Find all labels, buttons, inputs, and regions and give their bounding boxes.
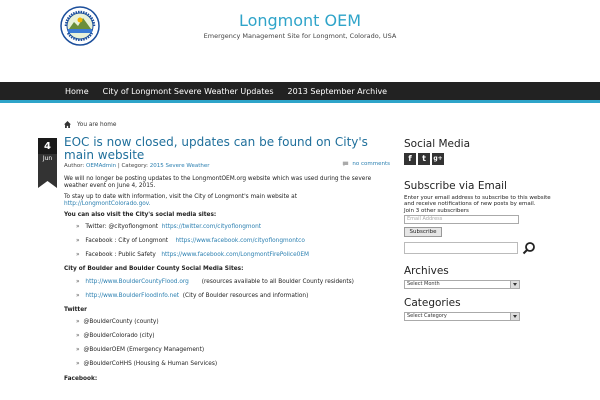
home-icon[interactable] — [64, 121, 71, 128]
list-item: » @BoulderOEM (Emergency Management) — [76, 347, 394, 354]
list-item — [76, 238, 394, 245]
subscriber-count: Join 3 other subscribers — [404, 207, 469, 214]
list-item-label: Twitter: @cityoflongmont — [85, 224, 159, 231]
list-item: » @BoulderCounty (county) — [76, 319, 394, 326]
breadcrumb — [64, 121, 117, 128]
social-media-title: Social Media — [404, 138, 471, 150]
post-paragraph-closed: We will no longer be posting updates to the LongmontOEM.org website which was used during the severe weather event on June 4, 2015. — [64, 176, 372, 190]
city-social-heading: You can also visit the City's social media sites: — [64, 211, 217, 218]
nav-item-2013-september-archive[interactable]: 2013 September Archive — [287, 87, 388, 96]
site-description: Emergency Management Site for Longmont, Colorado, USA — [203, 32, 397, 40]
comments-label: no comments — [352, 161, 390, 167]
facebook-public-safety-link[interactable]: https://www.facebook.com/LongmontFirePolice0EM — [161, 251, 309, 258]
boulder-flood-info-link[interactable]: http://www.BoulderFloodInfo.net — [85, 292, 180, 299]
sidebar — [404, 138, 554, 329]
post-date-month: Jun — [42, 155, 53, 162]
post-date-day: 4 — [44, 141, 51, 152]
nav-accent-bar — [0, 100, 600, 103]
author-label: Author: — [64, 163, 85, 169]
breadcrumb-label: You are home — [77, 121, 117, 128]
list-item — [76, 279, 394, 286]
facebook-city-link[interactable]: https://www.facebook.com/cityoflongmontco — [175, 237, 305, 244]
chevron-down-icon — [513, 283, 517, 286]
categories-title: Categories — [404, 296, 461, 309]
categories-select-value: Select Category — [407, 312, 447, 319]
city-social-list — [76, 224, 394, 259]
facebook-heading: Facebook: — [64, 375, 98, 382]
archives-title: Archives — [404, 264, 449, 277]
search-input[interactable] — [404, 242, 518, 254]
nav-item-severe-weather-updates[interactable]: City of Longmont Severe Weather Updates — [102, 87, 274, 96]
list-item — [76, 293, 394, 300]
twitter-city-link[interactable]: https://twitter.com/cityoflongmont — [161, 224, 262, 231]
post-meta — [64, 163, 394, 169]
boulder-county-flood-link[interactable]: http://www.BoulderCountyFlood.org — [85, 278, 189, 285]
comment-icon — [342, 161, 349, 167]
list-item: » @BoulderColorado (city) — [76, 333, 394, 340]
post — [64, 136, 394, 386]
boulder-heading: City of Boulder and Boulder County Social Media Sites: — [64, 266, 244, 273]
twitter-list — [76, 319, 394, 368]
author-link[interactable]: OEMAdmin — [86, 163, 117, 169]
list-item-label: Facebook : City of Longmont — [85, 237, 169, 244]
post-title[interactable]: EOC is now closed, updates can be found on City's main website — [64, 135, 368, 162]
google-plus-icon[interactable]: g+ — [432, 153, 444, 165]
list-item: » @BoulderCoHHS (Housing & Human Services) — [76, 361, 394, 368]
stay-updated-text: To stay up to date with information, visit the City of Longmont's main website at — [64, 193, 297, 200]
subscribe-title: Subscribe via Email — [404, 180, 507, 192]
search-icon[interactable] — [522, 241, 536, 255]
archives-select[interactable] — [404, 280, 520, 289]
search-row — [404, 241, 554, 255]
category-link[interactable]: 2015 Severe Weather — [149, 163, 210, 169]
comments-link[interactable] — [342, 161, 390, 167]
facebook-icon[interactable]: f — [404, 153, 416, 165]
list-item-label: (resources available to all Boulder County residents) — [201, 278, 354, 285]
nav-item-home[interactable]: Home — [65, 87, 89, 96]
site-header — [0, 0, 600, 82]
boulder-list — [76, 279, 394, 300]
site-title[interactable]: Longmont OEM — [238, 11, 362, 30]
post-paragraph-stay-updated — [64, 194, 394, 209]
subscribe-button[interactable]: Subscribe — [404, 227, 442, 237]
list-item-label: (City of Boulder resources and information) — [182, 292, 309, 299]
twitter-heading: Twitter — [64, 306, 87, 313]
list-item-label: Facebook : Public Safety — [85, 251, 156, 258]
list-item — [76, 224, 394, 231]
longmont-gov-link[interactable]: http://LongmontColorado.gov. — [64, 201, 151, 208]
subscribe-text: Enter your email address to subscribe to this website and receive notifications of new posts by email. — [404, 195, 551, 208]
email-field[interactable]: Email Address — [404, 215, 519, 224]
post-body — [64, 176, 394, 383]
social-icons — [404, 153, 554, 165]
categories-select[interactable] — [404, 312, 520, 321]
twitter-icon[interactable]: t — [418, 153, 430, 165]
post-date-flag — [38, 138, 57, 188]
archives-select-value: Select Month — [407, 280, 440, 287]
chevron-down-icon — [513, 315, 517, 318]
category-label: | Category: — [117, 163, 149, 169]
list-item — [76, 252, 394, 259]
